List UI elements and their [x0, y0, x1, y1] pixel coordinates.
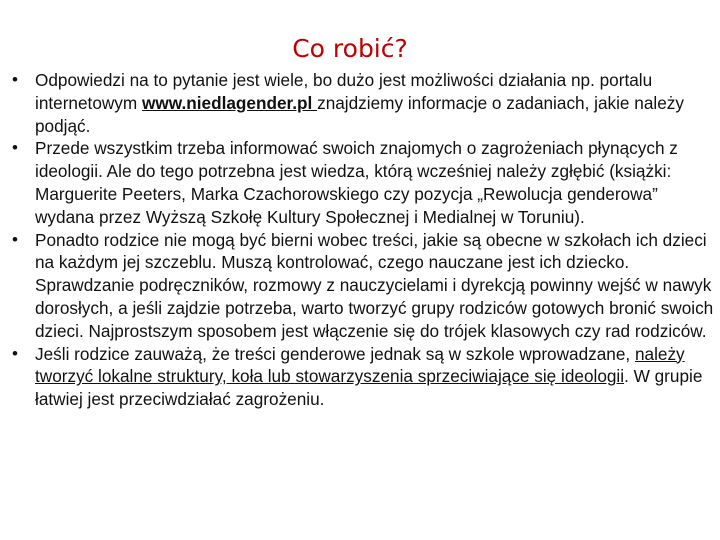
bullet-text: Ponadto rodzice nie mogą być bierni wobec treści, jakie są obecne w szkołach ich dzieci na każdym jej szczeblu. Muszą kontrolować, czego nauczane jest ich dziecko. Sprawdzanie podręczników, rozmowy z nauczycielami i dyrekcją powinny wejść w nawyk dorosłych, a jeśli zajdzie potrzeba, warto tworzyć grupy rodziców gotowych bronić swoich dzieci. Najprostszym sposobem jest włączenie się do trójek klasowych czy rad rodziców. [35, 229, 714, 341]
bullet-list [0, 69, 715, 411]
website-link[interactable]: www.niedlagender.pl [142, 92, 318, 113]
bullet-text: znajdziemy informacje o zadaniach, jakie należy podjąć. [35, 92, 684, 136]
bullet-icon: • [12, 70, 18, 89]
bullet-text: Jeśli rodzice zauważą, że treści genderowe jednak są w szkole wprowadzane, [35, 343, 635, 364]
bullet-icon: • [12, 138, 18, 158]
bullet-text: Odpowiedzi na to pytanie jest wiele, bo dużo jest możliwości działania np. portalu internetowym [35, 70, 653, 113]
bullet-text: . W grupie łatwiej jest przeciwdziałać zagrożeniu. [35, 366, 703, 410]
slide-title: Co robić? [292, 34, 408, 63]
underlined-text: należy tworzyć lokalne struktury, koła lub stowarzyszenia sprzeciwiające się ideologii [35, 343, 685, 387]
bullet-icon: • [12, 229, 18, 249]
bullet-item [0, 229, 715, 343]
bullet-icon: • [12, 343, 18, 363]
bullet-item [0, 69, 715, 137]
bullet-text: Przede wszystkim trzeba informować swoich znajomych o zagrożeniach płynących z ideologii. Ale do tego potrzebna jest wiedza, którą wcześniej należy zgłębić (książki: Marguerite Peeters, Marka Czachorowskiego czy pozycja „Rewolucja genderowa” wydana przez Wyższą Szkołę Kultury Społecznej i Medialnej w Toruniu). [35, 138, 678, 227]
bullet-item [0, 343, 715, 411]
bullet-item [0, 137, 715, 228]
